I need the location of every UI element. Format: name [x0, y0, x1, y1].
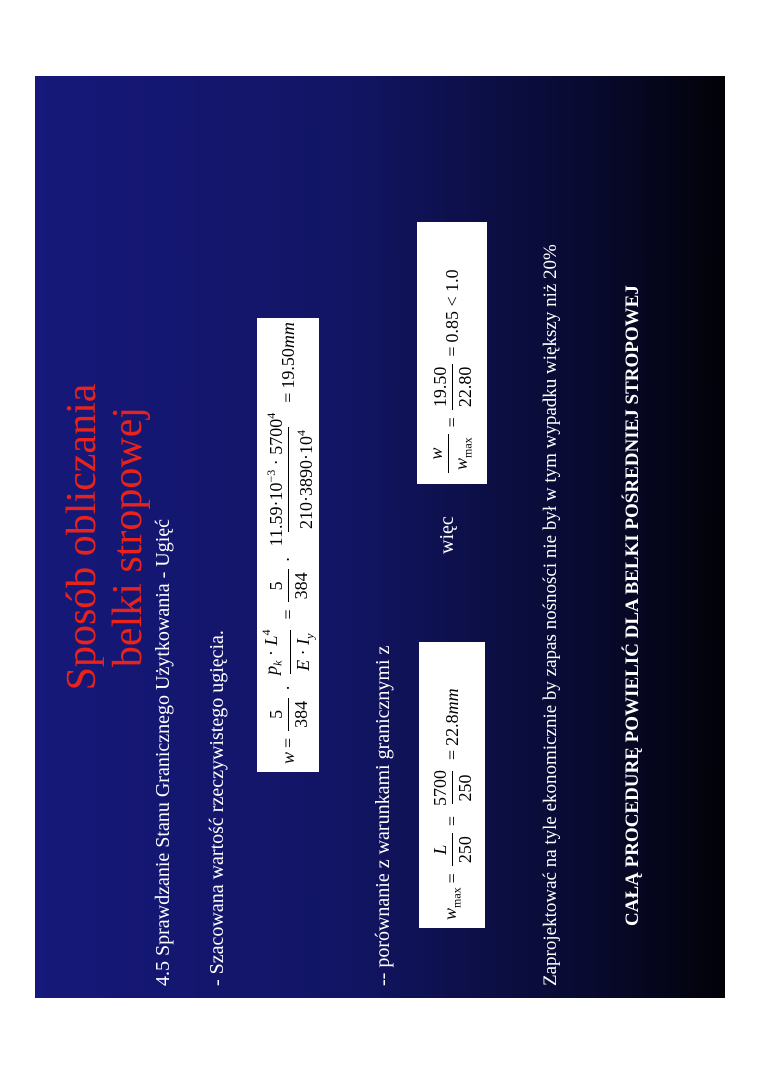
ratio-f2-num: 19.50 — [429, 366, 450, 408]
f2-den: $E \cdot I_y$ — [290, 631, 320, 674]
conclusion-text: Zaprojektować na tyle ekonomicznie by zapas nośności nie był w tym wypadku większy niż 20% — [540, 244, 561, 986]
final-note: CAŁĄ PROCEDURĘ POWIELIĆ DLA BELKI POŚREDNIEJ STROPOWEJ — [622, 285, 643, 926]
f2-num: $p_k \cdot L^4$ — [259, 629, 285, 675]
slide — [35, 76, 725, 998]
wmax-f2-num: 5700 — [429, 770, 450, 806]
slide-content — [35, 76, 725, 998]
ratio-result: 0.85 < 1.0 — [441, 269, 462, 343]
ratio-f1-num: w — [426, 447, 447, 460]
wmax-result: 22.8mm — [441, 688, 462, 746]
title-line-1: Sposób obliczania — [59, 383, 105, 691]
deflection-result: 19.50mm — [277, 322, 298, 389]
compare-label: -- porównanie z warunkami granicznymi z — [372, 645, 394, 986]
ratio-f1-den: $w_{max}$ — [448, 434, 478, 473]
c1-den: 384 — [288, 698, 311, 731]
wmax-formula: $w_{max}$ = L 250 = 5700 250 = 22.8mm — [419, 642, 485, 928]
wmax-f2-den: 250 — [452, 772, 475, 805]
f4-num: $11.59\cdot 10^{-3} \cdot 5700^4$ — [263, 412, 286, 547]
wmax-f1-num: L — [429, 844, 450, 855]
title-line-2: belki stropowej — [105, 406, 151, 668]
c3-den: 384 — [288, 569, 311, 602]
ratio-f2-den: 22.80 — [452, 364, 475, 411]
wmax-f1-den: 250 — [452, 833, 475, 866]
deflection-formula: w = 5 384 · $p_k \cdot L^4$ $E \cdot I_y$ = 5 384 · $11.59\cdot 10^{-3} \cdot 5700^4$ $210\cdot 3890\cdot 10^4$ = 19.50mm — [257, 318, 319, 772]
estimate-label: - Szacowana wartość rzeczywistego ugięcia. — [206, 630, 228, 986]
f4-den: $210\cdot 3890\cdot 10^4$ — [288, 427, 316, 532]
section-heading: 4.5 Sprawdzanie Stanu Granicznego Użytkowania - Ugięć — [152, 518, 174, 986]
slide-title — [59, 76, 151, 998]
c1-num: 5 — [265, 709, 286, 719]
c3-num: 5 — [265, 581, 286, 591]
so-label: więc — [436, 516, 458, 554]
ratio-formula: w $w_{max}$ = 19.50 22.80 = 0.85 < 1.0 — [417, 222, 487, 484]
wmax-lhs: $w_{max}$ — [439, 887, 464, 920]
deflection-lhs: w — [277, 751, 298, 764]
